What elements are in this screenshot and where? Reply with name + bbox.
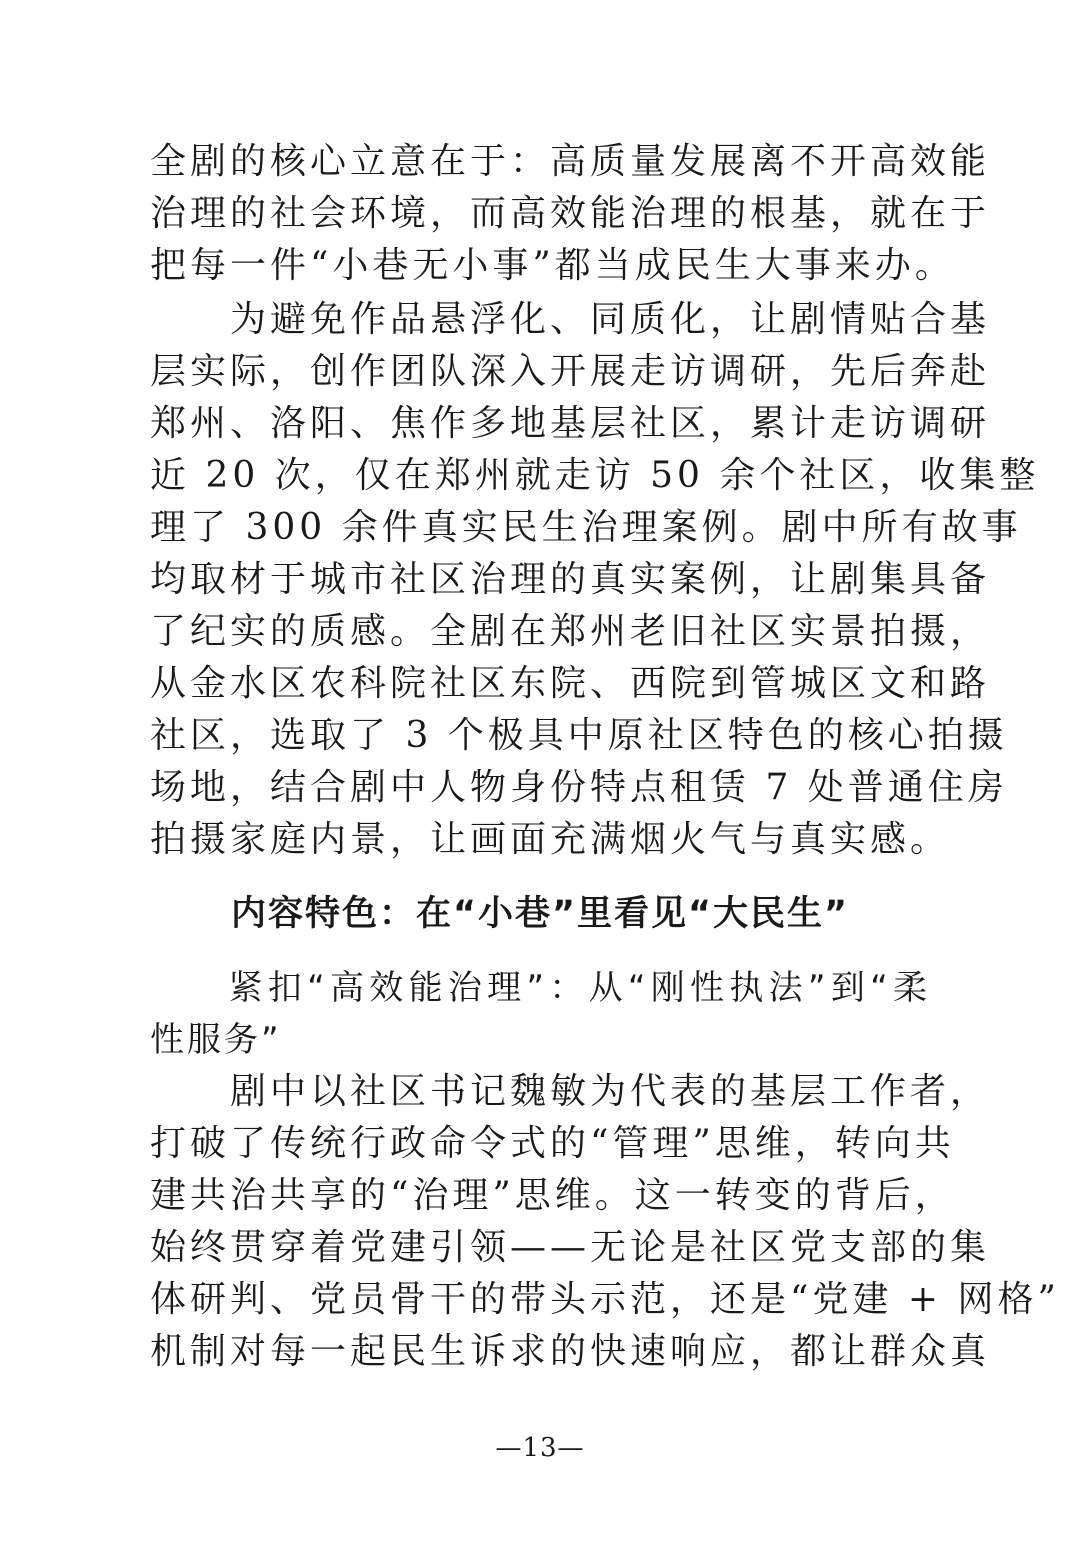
text-line: 郑州、洛阳、焦作多地基层社区，累计走访调研 [150,403,991,444]
text-line: 剧中以社区书记魏敏为代表的基层工作者， [150,1071,991,1112]
page-number: —13— [495,1433,585,1463]
text-line: 为避免作品悬浮化、同质化，让剧情贴合基 [150,299,991,340]
text-line: 建共治共享的“治理”思维。这一转变的背后， [150,1175,955,1216]
text-line: 均取材于城市社区治理的真实案例，让剧集具备 [150,559,991,600]
text-line: 把每一件“小巷无小事”都当成民生大事来办。 [150,245,955,286]
paragraph-governance [150,1066,1060,1378]
section-heading: 内容特色：在“小巷”里看见“大民生” [230,894,849,934]
paragraph-core-theme [150,136,991,292]
text-line: 理了 300 余件真实民生治理案例。剧中所有故事 [150,507,1022,548]
text-line: 拍摄家庭内景，让画面充满烟火气与真实感。 [150,819,951,860]
text-line: 近 20 次，仅在郑州就走访 50 余个社区，收集整 [150,455,1040,496]
text-line: 打破了传统行政命令式的“管理”思维，转向共 [150,1123,955,1164]
text-line: 全剧的核心立意在于：高质量发展离不开高效能 [150,141,991,182]
paragraph-research [150,294,1040,866]
text-line: 治理的社会环境，而高效能治理的根基，就在于 [150,193,991,234]
text-line: 始终贯穿着党建引领——无论是社区党支部的集 [150,1227,991,1268]
text-line: 紧扣“高效能治理”：从“刚性执法”到“柔 [150,968,930,1008]
text-line: 了纪实的质感。全剧在郑州老旧社区实景拍摄， [150,611,991,652]
text-line: 从金水区农科院社区东院、西院到管城区文和路 [150,663,991,704]
text-line: 层实际，创作团队深入开展走访调研，先后奔赴 [150,351,991,392]
text-line: 性服务” [150,1020,282,1060]
text-line: 社区，选取了 3 个极具中原社区特色的核心拍摄 [150,715,1008,756]
text-line: 机制对每一起民生诉求的快速响应，都让群众真 [150,1331,991,1372]
text-line: 体研判、党员骨干的带头示范，还是“党建 + 网格” [150,1279,1060,1320]
text-line: 场地，结合剧中人物身份特点租赁 7 处普通住房 [150,767,1008,808]
subsection-heading [150,962,930,1066]
